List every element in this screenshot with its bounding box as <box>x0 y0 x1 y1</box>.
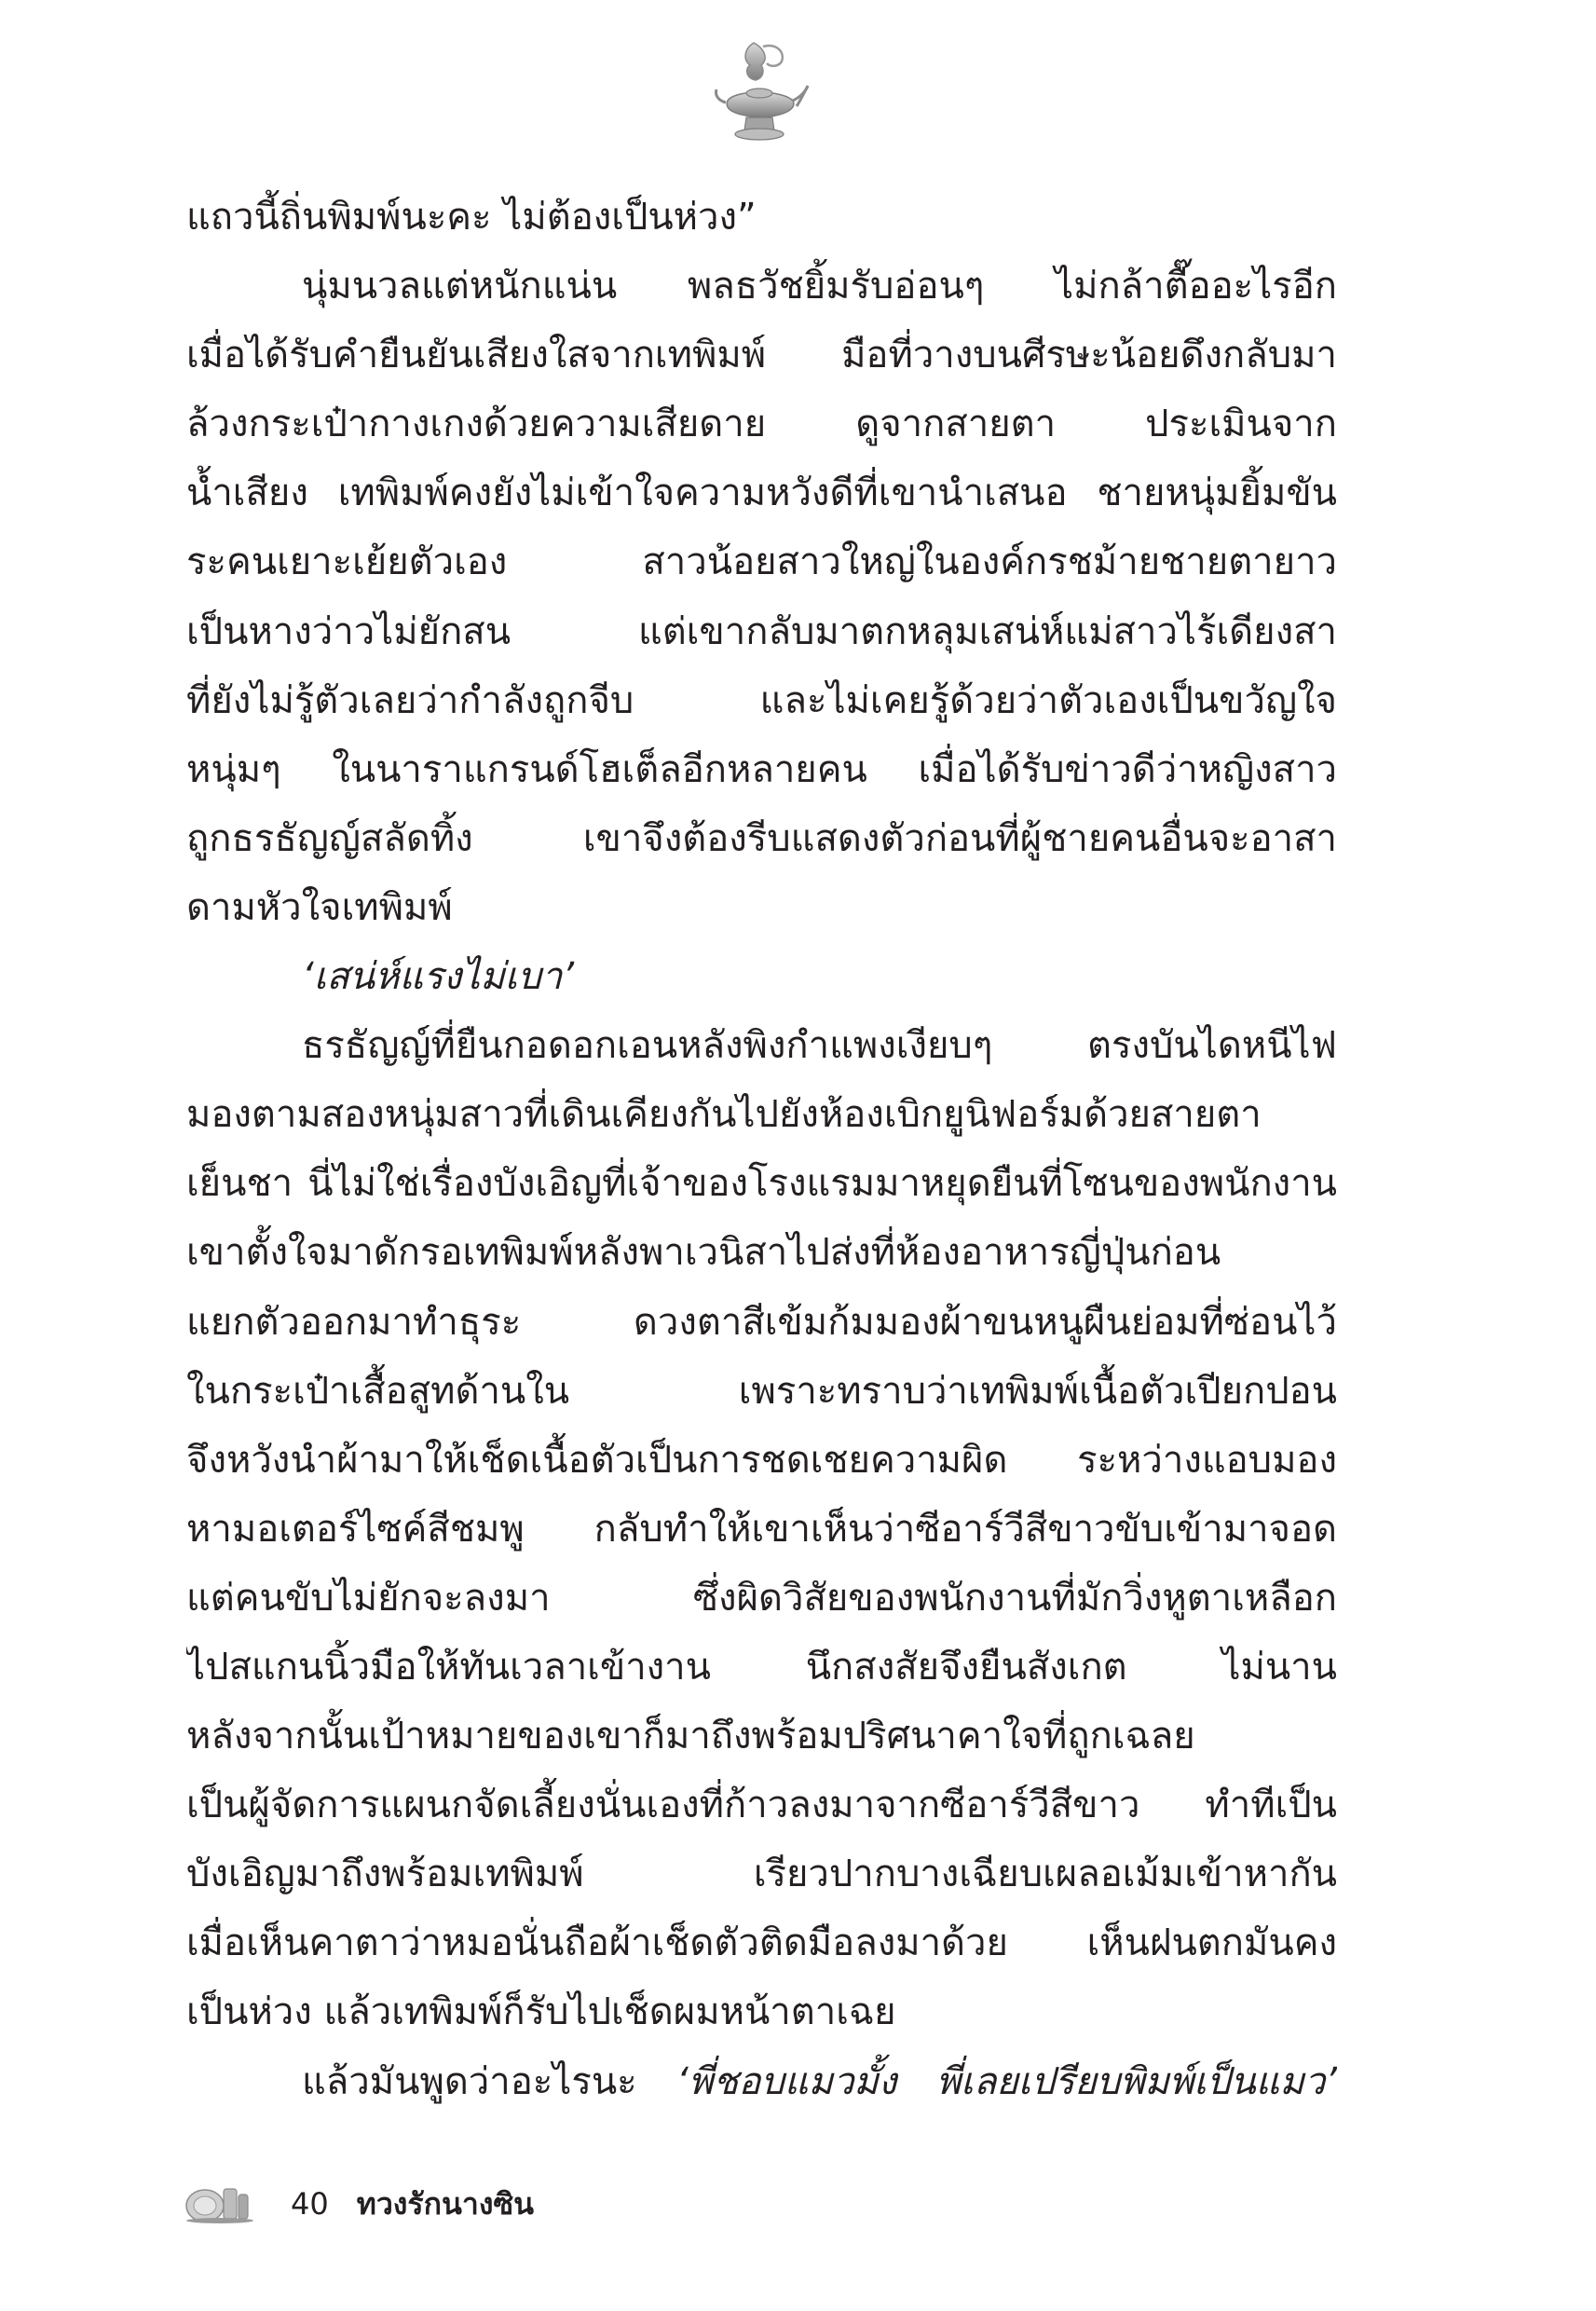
text-line: หามอเตอร์ไซค์สีชมพู กลับทำให้เขาเห็นว่าซีอาร์วีสีขาวขับเข้ามาจอด <box>186 1507 1337 1551</box>
text-line: เป็นผู้จัดการแผนกจัดเลี้ยงนั่นเองที่ก้าวลงมาจากซีอาร์วีสีขาว ทำทีเป็น <box>186 1784 1337 1827</box>
text-line: นุ่มนวลแต่หนักแน่น พลธวัชยิ้มรับอ่อนๆ ไม่กล้าตื๊ออะไรอีก <box>302 265 1337 308</box>
text-line: เป็นหางว่าวไม่ยักสน แต่เขากลับมาตกหลุมเสน่ห์แม่สาวไร้เดียงสา <box>186 609 1337 653</box>
page-number: 40 <box>291 2186 329 2222</box>
text-line: มองตามสองหนุ่มสาวที่เดินเคียงกันไปยังห้องเบิกยูนิฟอร์มด้วยสายตา <box>186 1093 1262 1137</box>
text-line: เย็นชา นี่ไม่ใช่เรื่องบังเอิญที่เจ้าของโรงแรมมาหยุดยืนที่โซนของพนักงาน <box>186 1162 1337 1206</box>
lamp-ornament-icon <box>707 35 810 147</box>
text-line: เมื่อเห็นคาตาว่าหมอนั่นถือผ้าเช็ดตัวติดมือลงมาด้วย เห็นฝนตกมันคง <box>186 1921 1337 1965</box>
text-line: หนุ่มๆ ในนาราแกรนด์โฮเต็ลอีกหลายคน เมื่อได้รับข่าวดีว่าหญิงสาว <box>186 747 1337 791</box>
text-line: เป็นห่วง แล้วเทพิมพ์ก็รับไปเช็ดผมหน้าตาเฉย <box>186 1990 896 2034</box>
body-text <box>186 183 1337 2116</box>
text-line: แยกตัวออกมาทำธุระ ดวงตาสีเข้มก้มมองผ้าขนหนูผืนย่อมที่ซ่อนไว้ <box>186 1300 1337 1344</box>
italic-quote: ‘พี่ชอบแมวมั้ง พี่เลยเปรียบพิมพ์เป็นแมว’ <box>676 2059 1337 2103</box>
book-title: ทวงรักนางซิน <box>356 2185 535 2222</box>
inner-thought-line: ‘เสน่ห์แรงไม่เบา’ <box>302 955 575 999</box>
page-footer <box>183 2176 534 2232</box>
text-line: แถวนี้ถิ่นพิมพ์นะคะ ไม่ต้องเป็นห่วง” <box>186 196 757 239</box>
text-line: เขาตั้งใจมาดักรอเทพิมพ์หลังพาเวนิสาไปส่งที่ห้องอาหารญี่ปุ่นก่อน <box>186 1231 1221 1275</box>
text-line: ดามหัวใจเทพิมพ์ <box>186 885 453 929</box>
text-line: หลังจากนั้นเป้าหมายของเขาก็มาถึงพร้อมปริศนาคาใจที่ถูกเฉลย <box>186 1715 1195 1758</box>
text-line: จึงหวังนำผ้ามาให้เช็ดเนื้อตัวเป็นการชดเชยความผิด ระหว่างแอบมอง <box>186 1438 1337 1482</box>
text-line: ที่ยังไม่รู้ตัวเลยว่ากำลังถูกจีบ และไม่เคยรู้ด้วยว่าตัวเองเป็นขวัญใจ <box>186 678 1337 722</box>
text-line: บังเอิญมาถึงพร้อมเทพิมพ์ เรียวปากบางเฉียบเผลอเม้มเข้าหากัน <box>186 1853 1337 1896</box>
text-line: ล้วงกระเป๋ากางเกงด้วยความเสียดาย ดูจากสายตา ประเมินจาก <box>186 403 1337 446</box>
text-line: ไปสแกนนิ้วมือให้ทันเวลาเข้างาน นึกสงสัยจึงยืนสังเกต ไม่นาน <box>186 1645 1337 1689</box>
text-line: น้ำเสียง เทพิมพ์คงยังไม่เข้าใจความหวังดีที่เขานำเสนอ ชายหนุ่มยิ้มขัน <box>186 472 1337 515</box>
text-line: ในกระเป๋าเสื้อสูทด้านใน เพราะทราบว่าเทพิมพ์เนื้อตัวเปียกปอน <box>186 1369 1337 1413</box>
text-line: ธรธัญญ์ที่ยืนกอดอกเอนหลังพิงกำแพงเงียบๆ ตรงบันไดหนีไฟ <box>302 1024 1337 1068</box>
text-line: แต่คนขับไม่ยักจะลงมา ซึ่งผิดวิสัยของพนักงานที่มักวิ่งหูตาเหลือก <box>186 1576 1337 1620</box>
dishes-ornament-icon <box>183 2183 257 2224</box>
text-line: เมื่อได้รับคำยืนยันเสียงใสจากเทพิมพ์ มือที่วางบนศีรษะน้อยดึงกลับมา <box>186 334 1337 377</box>
text-segment: แล้วมันพูดว่าอะไรนะ <box>302 2059 677 2103</box>
text-line-with-italic <box>186 2047 1337 2116</box>
text-line: ระคนเยาะเย้ยตัวเอง สาวน้อยสาวใหญ่ในองค์กรชม้ายชายตายาว <box>186 540 1337 584</box>
text-line: ถูกธรธัญญ์สลัดทิ้ง เขาจึงต้องรีบแสดงตัวก่อนที่ผู้ชายคนอื่นจะอาสา <box>186 816 1337 860</box>
